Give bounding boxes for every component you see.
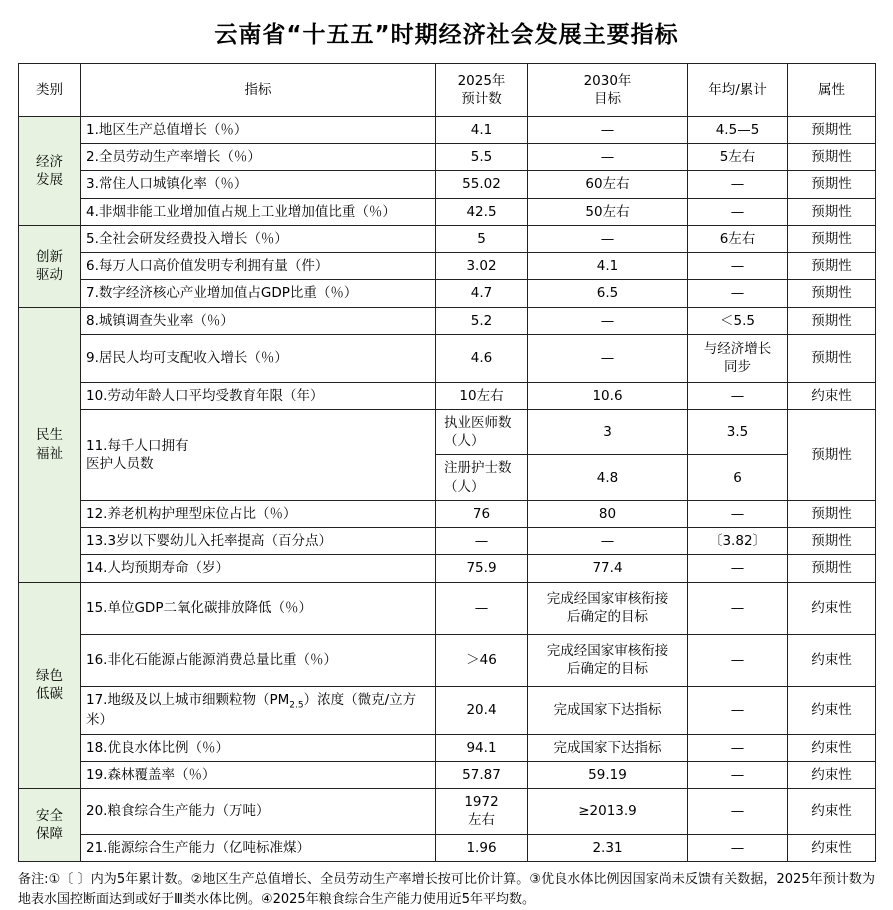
value-2025: 57.87 bbox=[436, 761, 528, 788]
value-attribute: 预期性 bbox=[788, 307, 876, 334]
header-category: 类别 bbox=[19, 64, 81, 117]
value-2025: 3 bbox=[528, 409, 688, 454]
indicator-label-line2: 米） bbox=[86, 712, 113, 729]
value-annual-line1: 与经济增长 bbox=[703, 341, 772, 358]
value-attribute: 预期性 bbox=[788, 253, 876, 280]
table-header bbox=[19, 64, 876, 117]
indicator-label: 7.数字经济核心产业增加值占GDP比重（％） bbox=[81, 280, 436, 307]
value-annual: 6左右 bbox=[688, 225, 788, 252]
indicator-label: 16.非化石能源占能源消费总量比重（％） bbox=[81, 634, 436, 686]
table-row bbox=[19, 555, 876, 582]
value-2030-line2: 后确定的目标 bbox=[567, 609, 648, 625]
indicator-label-subscript: 2.5 bbox=[289, 700, 304, 711]
value-attribute: 约束性 bbox=[788, 761, 876, 788]
table-row bbox=[19, 734, 876, 761]
value-annual: — bbox=[688, 761, 788, 788]
value-annual: — bbox=[688, 555, 788, 582]
value-2030-line1: 完成经国家审核衔接 bbox=[546, 642, 669, 659]
indicator-label: 6.每万人口高价值发明专利拥有量（件） bbox=[81, 253, 436, 280]
table-row bbox=[19, 198, 876, 225]
table-row bbox=[19, 307, 876, 334]
value-2025: 5.5 bbox=[436, 144, 528, 171]
value-2025: 1.96 bbox=[436, 834, 528, 861]
indicator-label-part1: 17.地级及以上城市细颗粒物（PM bbox=[86, 691, 290, 708]
table-row bbox=[19, 253, 876, 280]
value-2030 bbox=[528, 582, 688, 634]
value-annual: — bbox=[688, 500, 788, 527]
indicator-label: 21.能源综合生产能力（亿吨标准煤） bbox=[81, 834, 436, 861]
value-2025: 10左右 bbox=[436, 382, 528, 409]
value-2030: 4.1 bbox=[528, 253, 688, 280]
page-title: 云南省“十五五”时期经济社会发展主要指标 bbox=[214, 22, 679, 48]
value-2030: — bbox=[528, 225, 688, 252]
value-annual bbox=[688, 334, 788, 382]
category-safety-line2: 保障 bbox=[36, 826, 63, 843]
value-attribute: 约束性 bbox=[788, 834, 876, 861]
value-annual: — bbox=[688, 834, 788, 861]
value-annual: — bbox=[688, 734, 788, 761]
header-2030 bbox=[528, 64, 688, 117]
category-economy bbox=[19, 117, 81, 226]
value-2030: 完成国家下达指标 bbox=[528, 686, 688, 734]
indicator-label: 19.森林覆盖率（％） bbox=[81, 761, 436, 788]
value-attribute: 预期性 bbox=[788, 198, 876, 225]
header-indicator: 指标 bbox=[81, 64, 436, 117]
table-row bbox=[19, 117, 876, 144]
value-attribute: 预期性 bbox=[788, 280, 876, 307]
table-row bbox=[19, 686, 876, 734]
subindicator-label: 注册护士数（人） bbox=[436, 455, 528, 500]
value-2030-line2: 后确定的目标 bbox=[567, 661, 648, 677]
value-2025: 76 bbox=[436, 500, 528, 527]
value-2030: — bbox=[528, 144, 688, 171]
value-2030: 77.4 bbox=[528, 555, 688, 582]
value-attribute: 预期性 bbox=[788, 409, 876, 500]
value-attribute: 约束性 bbox=[788, 734, 876, 761]
value-2030: — bbox=[528, 117, 688, 144]
value-2025 bbox=[436, 788, 528, 834]
header-2025-line2: 预计数 bbox=[461, 91, 502, 107]
indicator-label: 15.单位GDP二氧化碳排放降低（％） bbox=[81, 582, 436, 634]
indicator-label: 18.优良水体比例（％） bbox=[81, 734, 436, 761]
value-attribute: 预期性 bbox=[788, 171, 876, 198]
indicator-label bbox=[81, 409, 436, 500]
indicator-label: 20.粮食综合生产能力（万吨） bbox=[81, 788, 436, 834]
value-2030: 59.19 bbox=[528, 761, 688, 788]
indicators-table bbox=[18, 63, 876, 862]
category-economy-line1: 经济 bbox=[36, 153, 63, 170]
value-attribute: 预期性 bbox=[788, 500, 876, 527]
value-2030: 60左右 bbox=[528, 171, 688, 198]
table-row bbox=[19, 382, 876, 409]
value-annual: ＜5.5 bbox=[688, 307, 788, 334]
value-2030: 50左右 bbox=[528, 198, 688, 225]
value-2030: 10.6 bbox=[528, 382, 688, 409]
value-2030: — bbox=[528, 528, 688, 555]
value-2025-line2: 左右 bbox=[468, 812, 495, 829]
table-row bbox=[19, 500, 876, 527]
value-annual: — bbox=[688, 382, 788, 409]
value-attribute: 预期性 bbox=[788, 225, 876, 252]
value-annual-line2: 同步 bbox=[724, 359, 751, 376]
indicator-label: 8.城镇调查失业率（％） bbox=[81, 307, 436, 334]
value-annual: — bbox=[688, 253, 788, 280]
value-2025: 20.4 bbox=[436, 686, 528, 734]
value-2025: — bbox=[436, 528, 528, 555]
value-2030: 2.31 bbox=[528, 834, 688, 861]
value-2025: 75.9 bbox=[436, 555, 528, 582]
value-2025: 4.7 bbox=[436, 280, 528, 307]
value-2025: 55.02 bbox=[436, 171, 528, 198]
header-attribute: 属性 bbox=[788, 64, 876, 117]
indicator-label: 12.养老机构护理型床位占比（％） bbox=[81, 500, 436, 527]
value-annual: — bbox=[688, 686, 788, 734]
value-annual: 5左右 bbox=[688, 144, 788, 171]
table-row bbox=[19, 171, 876, 198]
table-row bbox=[19, 761, 876, 788]
indicator-label: 1.地区生产总值增长（％） bbox=[81, 117, 436, 144]
header-2030-line1: 2030年 bbox=[583, 72, 632, 89]
value-2030: — bbox=[528, 334, 688, 382]
indicator-label: 14.人均预期寿命（岁） bbox=[81, 555, 436, 582]
indicator-label: 4.非烟非能工业增加值占规上工业增加值比重（％） bbox=[81, 198, 436, 225]
table-row bbox=[19, 144, 876, 171]
header-2030-line2: 目标 bbox=[594, 91, 621, 107]
category-livelihood-line2: 福祉 bbox=[36, 445, 63, 462]
value-attribute: 约束性 bbox=[788, 582, 876, 634]
table-row bbox=[19, 280, 876, 307]
table-row bbox=[19, 582, 876, 634]
indicator-label: 10.劳动年龄人口平均受教育年限（年） bbox=[81, 382, 436, 409]
value-attribute: 约束性 bbox=[788, 686, 876, 734]
indicator-label: 3.常住人口城镇化率（％） bbox=[81, 171, 436, 198]
category-safety bbox=[19, 788, 81, 861]
value-2025: 42.5 bbox=[436, 198, 528, 225]
value-attribute: 预期性 bbox=[788, 144, 876, 171]
value-2025: ＞46 bbox=[436, 634, 528, 686]
value-2025: 5 bbox=[436, 225, 528, 252]
table-row bbox=[19, 788, 876, 834]
value-2030: 3.5 bbox=[688, 409, 788, 454]
indicator-label: 9.居民人均可支配收入增长（％） bbox=[81, 334, 436, 382]
category-safety-line1: 安全 bbox=[36, 807, 63, 824]
indicator-label-line2: 医护人员数 bbox=[86, 455, 154, 472]
indicator-label bbox=[81, 686, 436, 734]
value-2030: 6 bbox=[688, 455, 788, 500]
value-2025: 3.02 bbox=[436, 253, 528, 280]
value-annual: — bbox=[688, 171, 788, 198]
value-annual: — bbox=[688, 198, 788, 225]
category-green bbox=[19, 582, 81, 788]
value-annual: 〔3.82〕 bbox=[688, 528, 788, 555]
value-attribute: 预期性 bbox=[788, 117, 876, 144]
header-annual: 年均/累计 bbox=[688, 64, 788, 117]
category-innovation-line2: 驱动 bbox=[36, 267, 63, 284]
category-economy-line2: 发展 bbox=[36, 171, 63, 188]
value-attribute: 预期性 bbox=[788, 555, 876, 582]
value-attribute: 预期性 bbox=[788, 528, 876, 555]
header-2025 bbox=[436, 64, 528, 117]
table-row bbox=[19, 334, 876, 382]
value-2025: 4.1 bbox=[436, 117, 528, 144]
category-livelihood bbox=[19, 307, 81, 582]
indicator-label: 2.全员劳动生产率增长（％） bbox=[81, 144, 436, 171]
indicator-label: 13.3岁以下婴幼儿入托率提高（百分点） bbox=[81, 528, 436, 555]
value-annual: — bbox=[688, 634, 788, 686]
value-2030 bbox=[528, 634, 688, 686]
value-2025: 94.1 bbox=[436, 734, 528, 761]
category-innovation-line1: 创新 bbox=[36, 248, 63, 265]
table-row bbox=[19, 634, 876, 686]
value-2030-line1: 完成经国家审核衔接 bbox=[546, 590, 669, 607]
table-row bbox=[19, 409, 876, 454]
table-note: 备注:①〔 〕内为5年累计数。②地区生产总值增长、全员劳动生产率增长按可比价计算。③优良水体比例因国家尚未反馈有关数据，2025年预计数为地表水国控断面达到或好于Ⅲ类水体比例。④2025年粮食综合生产能力使用近5年平均数。 bbox=[18, 872, 875, 908]
table-body bbox=[19, 117, 876, 862]
value-2025: 4.8 bbox=[528, 455, 688, 500]
table-row bbox=[19, 528, 876, 555]
value-2030: ≥2013.9 bbox=[528, 788, 688, 834]
value-2030: 完成国家下达指标 bbox=[528, 734, 688, 761]
value-2025: 5.2 bbox=[436, 307, 528, 334]
value-attribute: 约束性 bbox=[788, 634, 876, 686]
table-row bbox=[19, 225, 876, 252]
category-green-line1: 绿色 bbox=[36, 668, 63, 685]
value-annual: 4.5—5 bbox=[688, 117, 788, 144]
indicator-label: 5.全社会研发经费投入增长（％） bbox=[81, 225, 436, 252]
value-2030: 6.5 bbox=[528, 280, 688, 307]
value-annual: — bbox=[688, 582, 788, 634]
header-2025-line1: 2025年 bbox=[457, 72, 506, 89]
header-row bbox=[19, 64, 876, 117]
value-2025-line1: 1972 bbox=[464, 794, 499, 811]
value-2025: — bbox=[436, 582, 528, 634]
category-livelihood-line1: 民生 bbox=[36, 427, 63, 444]
value-attribute: 预期性 bbox=[788, 334, 876, 382]
indicator-label-part2: ）浓度（微克/立方 bbox=[303, 691, 417, 708]
subindicator-label: 执业医师数（人） bbox=[436, 409, 528, 454]
table-row bbox=[19, 834, 876, 861]
value-annual: — bbox=[688, 788, 788, 834]
value-2030: 80 bbox=[528, 500, 688, 527]
category-green-line2: 低碳 bbox=[36, 686, 63, 703]
value-attribute: 约束性 bbox=[788, 788, 876, 834]
indicator-label-line1: 11.每千人口拥有 bbox=[86, 437, 189, 454]
value-2025: 4.6 bbox=[436, 334, 528, 382]
value-attribute: 约束性 bbox=[788, 382, 876, 409]
value-annual: — bbox=[688, 280, 788, 307]
value-2030: — bbox=[528, 307, 688, 334]
category-innovation bbox=[19, 225, 81, 307]
